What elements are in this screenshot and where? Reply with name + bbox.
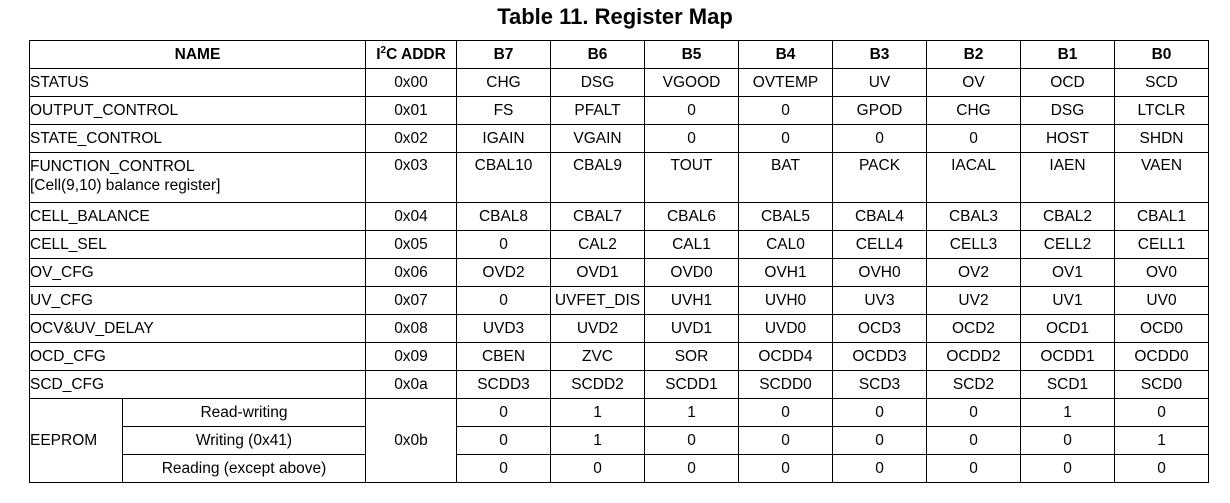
- register-name-text: CELL_SEL: [30, 235, 107, 253]
- register-address: 0x06: [366, 259, 457, 287]
- header-b1: B1: [1021, 41, 1115, 69]
- eeprom-row: [30, 455, 1209, 483]
- header-b7: B7: [457, 41, 551, 69]
- bit-cell: 0: [739, 399, 833, 427]
- bit-cell: UVD3: [457, 315, 551, 343]
- bit-cell: CBAL5: [739, 203, 833, 231]
- bit-cell: 0: [739, 427, 833, 455]
- bit-cell: 0: [645, 455, 739, 483]
- bit-cell: OVD2: [457, 259, 551, 287]
- register-name: [30, 97, 366, 125]
- bit-cell: 0: [927, 125, 1021, 153]
- bit-cell: UV1: [1021, 287, 1115, 315]
- bit-cell: 0: [645, 125, 739, 153]
- bit-cell: UVFET_DIS: [551, 287, 645, 315]
- bit-cell: 0: [833, 399, 927, 427]
- bit-cell: 0: [1021, 427, 1115, 455]
- bit-cell: VAEN: [1115, 153, 1209, 203]
- register-name: [30, 153, 366, 203]
- register-name: [30, 343, 366, 371]
- bit-cell: UV: [833, 69, 927, 97]
- bit-cell: SCD3: [833, 371, 927, 399]
- register-address: 0x09: [366, 343, 457, 371]
- bit-cell: SCDD0: [739, 371, 833, 399]
- register-address: 0x03: [366, 153, 457, 203]
- bit-cell: CAL0: [739, 231, 833, 259]
- bit-cell: VGAIN: [551, 125, 645, 153]
- bit-cell: CBAL4: [833, 203, 927, 231]
- bit-cell: UVH0: [739, 287, 833, 315]
- register-name: [30, 69, 366, 97]
- bit-cell: CBAL2: [1021, 203, 1115, 231]
- register-name: [30, 203, 366, 231]
- bit-cell: SCDD2: [551, 371, 645, 399]
- bit-cell: CBAL7: [551, 203, 645, 231]
- bit-cell: SHDN: [1115, 125, 1209, 153]
- register-name-text: UV_CFG: [30, 291, 93, 309]
- register-address: 0x05: [366, 231, 457, 259]
- header-b4: B4: [739, 41, 833, 69]
- bit-cell: OCD2: [927, 315, 1021, 343]
- bit-cell: CHG: [927, 97, 1021, 125]
- bit-cell: PFALT: [551, 97, 645, 125]
- bit-cell: CBEN: [457, 343, 551, 371]
- register-name: [30, 371, 366, 399]
- eeprom-row: [30, 427, 1209, 455]
- table-row: [30, 287, 1209, 315]
- bit-cell: 1: [645, 399, 739, 427]
- bit-cell: OCDD4: [739, 343, 833, 371]
- register-name: [30, 231, 366, 259]
- bit-cell: OV0: [1115, 259, 1209, 287]
- bit-cell: CELL3: [927, 231, 1021, 259]
- bit-cell: 1: [1021, 399, 1115, 427]
- table-row: [30, 231, 1209, 259]
- bit-cell: GPOD: [833, 97, 927, 125]
- bit-cell: OCDD0: [1115, 343, 1209, 371]
- register-name-text: OCV&UV_DELAY: [30, 319, 154, 337]
- header-b0: B0: [1115, 41, 1209, 69]
- bit-cell: 0: [457, 455, 551, 483]
- bit-cell: IGAIN: [457, 125, 551, 153]
- bit-cell: CELL1: [1115, 231, 1209, 259]
- bit-cell: 0: [457, 427, 551, 455]
- bit-cell: UVD2: [551, 315, 645, 343]
- bit-cell: VGOOD: [645, 69, 739, 97]
- bit-cell: OCDD3: [833, 343, 927, 371]
- bit-cell: SCD0: [1115, 371, 1209, 399]
- bit-cell: UVH1: [645, 287, 739, 315]
- register-name-text: STATUS: [30, 73, 89, 91]
- bit-cell: 0: [1021, 455, 1115, 483]
- bit-cell: 0: [833, 125, 927, 153]
- bit-cell: OV1: [1021, 259, 1115, 287]
- register-address: 0x08: [366, 315, 457, 343]
- bit-cell: OCD1: [1021, 315, 1115, 343]
- bit-cell: SOR: [645, 343, 739, 371]
- bit-cell: UVD1: [645, 315, 739, 343]
- eeprom-row: [30, 399, 1209, 427]
- bit-cell: OCD3: [833, 315, 927, 343]
- bit-cell: CBAL10: [457, 153, 551, 203]
- bit-cell: CBAL1: [1115, 203, 1209, 231]
- bit-cell: OCDD2: [927, 343, 1021, 371]
- register-map-table: [29, 40, 1209, 483]
- table-row: [30, 343, 1209, 371]
- bit-cell: SCD2: [927, 371, 1021, 399]
- eeprom-name: EEPROM: [30, 399, 123, 483]
- header-b6: B6: [551, 41, 645, 69]
- table-row: [30, 203, 1209, 231]
- register-name: [30, 125, 366, 153]
- bit-cell: FS: [457, 97, 551, 125]
- table-row: [30, 153, 1209, 203]
- register-address: 0x0a: [366, 371, 457, 399]
- bit-cell: BAT: [739, 153, 833, 203]
- bit-cell: 1: [551, 427, 645, 455]
- table-row: [30, 315, 1209, 343]
- register-name: [30, 315, 366, 343]
- register-address: 0x07: [366, 287, 457, 315]
- table-row: [30, 259, 1209, 287]
- header-b5: B5: [645, 41, 739, 69]
- bit-cell: OVD0: [645, 259, 739, 287]
- bit-cell: OCD: [1021, 69, 1115, 97]
- bit-cell: UV2: [927, 287, 1021, 315]
- bit-cell: OVTEMP: [739, 69, 833, 97]
- bit-cell: OVH1: [739, 259, 833, 287]
- bit-cell: 0: [739, 97, 833, 125]
- eeprom-mode-label: Reading (except above): [123, 455, 366, 483]
- bit-cell: OVH0: [833, 259, 927, 287]
- table-row: [30, 69, 1209, 97]
- register-name-text: STATE_CONTROL: [30, 129, 163, 147]
- register-address: 0x02: [366, 125, 457, 153]
- bit-cell: 0: [645, 427, 739, 455]
- bit-cell: OV2: [927, 259, 1021, 287]
- bit-cell: SCDD3: [457, 371, 551, 399]
- bit-cell: CBAL3: [927, 203, 1021, 231]
- register-address: 0x00: [366, 69, 457, 97]
- bit-cell: PACK: [833, 153, 927, 203]
- bit-cell: 0: [457, 287, 551, 315]
- register-name-text: FUNCTION_CONTROL: [30, 158, 195, 175]
- bit-cell: 0: [927, 399, 1021, 427]
- register-name: [30, 287, 366, 315]
- bit-cell: CELL4: [833, 231, 927, 259]
- register-address: 0x01: [366, 97, 457, 125]
- eeprom-mode-label: Read-writing: [123, 399, 366, 427]
- bit-cell: 0: [457, 231, 551, 259]
- bit-cell: UVD0: [739, 315, 833, 343]
- bit-cell: CAL2: [551, 231, 645, 259]
- bit-cell: CAL1: [645, 231, 739, 259]
- table-row: [30, 97, 1209, 125]
- bit-cell: 0: [1115, 399, 1209, 427]
- bit-cell: LTCLR: [1115, 97, 1209, 125]
- bit-cell: IAEN: [1021, 153, 1115, 203]
- bit-cell: CELL2: [1021, 231, 1115, 259]
- header-b3: B3: [833, 41, 927, 69]
- bit-cell: 0: [739, 455, 833, 483]
- eeprom-mode-label: Writing (0x41): [123, 427, 366, 455]
- header-b2: B2: [927, 41, 1021, 69]
- bit-cell: 0: [739, 125, 833, 153]
- bit-cell: OCDD1: [1021, 343, 1115, 371]
- bit-cell: UV3: [833, 287, 927, 315]
- bit-cell: CBAL9: [551, 153, 645, 203]
- bit-cell: SCD1: [1021, 371, 1115, 399]
- header-row: [30, 41, 1209, 69]
- bit-cell: 0: [645, 97, 739, 125]
- bit-cell: IACAL: [927, 153, 1021, 203]
- header-name: NAME: [30, 41, 366, 69]
- table-row: [30, 371, 1209, 399]
- bit-cell: 0: [833, 427, 927, 455]
- bit-cell: OVD1: [551, 259, 645, 287]
- bit-cell: ZVC: [551, 343, 645, 371]
- eeprom-address: 0x0b: [366, 399, 457, 483]
- header-i2c-addr: $I^2C$ ADDR: [366, 41, 457, 69]
- register-name-text: OUTPUT_CONTROL: [30, 101, 179, 119]
- bit-cell: CHG: [457, 69, 551, 97]
- bit-cell: DSG: [1021, 97, 1115, 125]
- bit-cell: CBAL8: [457, 203, 551, 231]
- bit-cell: 0: [927, 427, 1021, 455]
- register-name-note: [Cell(9,10) balance register]: [30, 177, 221, 194]
- bit-cell: TOUT: [645, 153, 739, 203]
- bit-cell: 0: [457, 399, 551, 427]
- register-address: 0x04: [366, 203, 457, 231]
- bit-cell: 0: [1115, 455, 1209, 483]
- table-row: [30, 125, 1209, 153]
- bit-cell: 0: [833, 455, 927, 483]
- register-name-text: CELL_BALANCE: [30, 207, 150, 225]
- bit-cell: 1: [1115, 427, 1209, 455]
- bit-cell: UV0: [1115, 287, 1209, 315]
- register-name-text: SCD_CFG: [30, 375, 105, 393]
- register-name-text: OCD_CFG: [30, 347, 106, 365]
- bit-cell: OCD0: [1115, 315, 1209, 343]
- bit-cell: SCD: [1115, 69, 1209, 97]
- bit-cell: SCDD1: [645, 371, 739, 399]
- bit-cell: HOST: [1021, 125, 1115, 153]
- table-title: Table 11. Register Map: [497, 4, 733, 29]
- bit-cell: DSG: [551, 69, 645, 97]
- bit-cell: CBAL6: [645, 203, 739, 231]
- bit-cell: 0: [551, 455, 645, 483]
- bit-cell: 1: [551, 399, 645, 427]
- register-name-text: OV_CFG: [30, 263, 94, 281]
- register-rows: [30, 69, 1209, 483]
- bit-cell: OV: [927, 69, 1021, 97]
- bit-cell: 0: [927, 455, 1021, 483]
- register-name: [30, 259, 366, 287]
